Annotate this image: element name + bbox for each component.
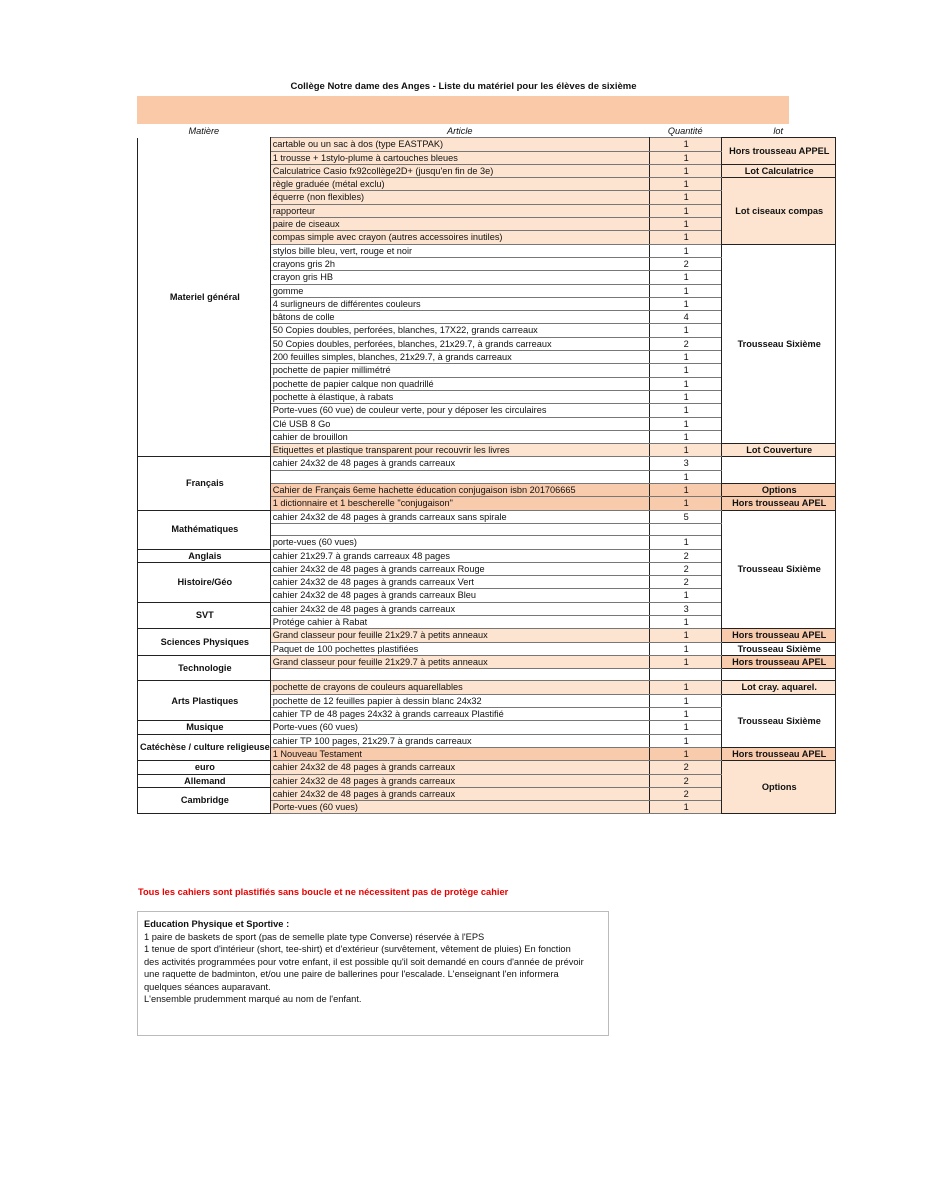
article-cell: pochette de papier millimétré bbox=[270, 364, 649, 377]
lot-cell: Options bbox=[721, 484, 835, 497]
quantity-cell: 2 bbox=[649, 562, 721, 575]
quantity-cell: 1 bbox=[649, 734, 721, 747]
lot-cell bbox=[721, 669, 835, 681]
article-cell bbox=[270, 669, 649, 681]
subject-cell: Allemand bbox=[138, 774, 271, 787]
article-cell: Etiquettes et plastique transparent pour recouvrir les livres bbox=[270, 444, 649, 457]
lot-cell: Hors trousseau APEL bbox=[721, 747, 835, 760]
article-cell: Calculatrice Casio fx92collège2D+ (jusqu'en fin de 3e) bbox=[270, 164, 649, 177]
article-cell: Grand classeur pour feuille 21x29.7 à petits anneaux bbox=[270, 655, 649, 668]
table-row bbox=[138, 681, 836, 694]
lot-cell bbox=[721, 457, 835, 484]
article-cell: cahier TP 100 pages, 21x29.7 à grands carreaux bbox=[270, 734, 649, 747]
subject-cell: Mathématiques bbox=[138, 510, 271, 549]
quantity-cell: 1 bbox=[649, 244, 721, 257]
header-banner bbox=[137, 96, 789, 124]
article-cell: cahier 24x32 de 48 pages à grands carreaux bbox=[270, 457, 649, 470]
subject-cell: Français bbox=[138, 457, 271, 510]
quantity-cell: 1 bbox=[649, 444, 721, 457]
quantity-cell: 2 bbox=[649, 576, 721, 589]
quantity-cell: 1 bbox=[649, 351, 721, 364]
article-cell: équerre (non flexibles) bbox=[270, 191, 649, 204]
quantity-cell bbox=[649, 669, 721, 681]
quantity-cell: 1 bbox=[649, 390, 721, 403]
quantity-cell: 1 bbox=[649, 681, 721, 694]
article-cell: Porte-vues (60 vue) de couleur verte, pour y déposer les circulaires bbox=[270, 404, 649, 417]
subject-cell: Materiel général bbox=[138, 138, 271, 457]
eps-title: Education Physique et Sportive : bbox=[144, 919, 290, 929]
subject-cell: Sciences Physiques bbox=[138, 629, 271, 656]
quantity-cell: 1 bbox=[649, 297, 721, 310]
quantity-cell: 3 bbox=[649, 457, 721, 470]
article-cell: cahier TP de 48 pages 24x32 à grands carreaux Plastifié bbox=[270, 708, 649, 721]
lot-cell: Lot Couverture bbox=[721, 444, 835, 457]
article-cell bbox=[270, 470, 649, 483]
subject-cell: euro bbox=[138, 761, 271, 774]
article-cell: compas simple avec crayon (autres accessoires inutiles) bbox=[270, 231, 649, 244]
quantity-cell: 1 bbox=[649, 324, 721, 337]
quantity-cell: 5 bbox=[649, 510, 721, 523]
page-title: Collège Notre dame des Anges - Liste du matériel pour les élèves de sixième bbox=[290, 81, 637, 92]
article-cell: stylos bille bleu, vert, rouge et noir bbox=[270, 244, 649, 257]
article-cell: pochette de 12 feuilles papier à dessin blanc 24x32 bbox=[270, 694, 649, 707]
quantity-cell: 2 bbox=[649, 257, 721, 270]
article-cell bbox=[270, 523, 649, 535]
quantity-cell: 3 bbox=[649, 602, 721, 615]
subject-cell: Musique bbox=[138, 721, 271, 734]
quantity-cell: 1 bbox=[649, 191, 721, 204]
eps-line: une raquette de badminton, et/ou une paire de ballerines pour l'escalade. L'enseignant l'en informera bbox=[144, 969, 559, 979]
quantity-cell: 1 bbox=[649, 218, 721, 231]
article-cell: 1 dictionnaire et 1 bescherelle "conjugaison" bbox=[270, 497, 649, 510]
article-cell: cahier 24x32 de 48 pages à grands carreaux bbox=[270, 602, 649, 615]
table-row bbox=[138, 629, 836, 642]
article-cell: Cahier de Français 6eme hachette éducation conjugaison isbn 201706665 bbox=[270, 484, 649, 497]
lot-cell: Trousseau Sixième bbox=[721, 642, 835, 655]
quantity-cell: 4 bbox=[649, 311, 721, 324]
article-cell: cahier 24x32 de 48 pages à grands carreaux Rouge bbox=[270, 562, 649, 575]
article-cell: Clé USB 8 Go bbox=[270, 417, 649, 430]
quantity-cell: 1 bbox=[649, 801, 721, 814]
table-row bbox=[138, 457, 836, 470]
article-cell: cahier de brouillon bbox=[270, 430, 649, 443]
quantity-cell: 1 bbox=[649, 377, 721, 390]
article-cell: pochette de crayons de couleurs aquarellables bbox=[270, 681, 649, 694]
subject-cell: Anglais bbox=[138, 549, 271, 562]
quantity-cell: 1 bbox=[649, 642, 721, 655]
subject-cell: Cambridge bbox=[138, 787, 271, 814]
lot-cell: Trousseau Sixième bbox=[721, 694, 835, 747]
quantity-cell: 2 bbox=[649, 337, 721, 350]
article-cell: 50 Copies doubles, perforées, blanches, 21x29.7, à grands carreaux bbox=[270, 337, 649, 350]
article-cell: bâtons de colle bbox=[270, 311, 649, 324]
lot-cell: Trousseau Sixième bbox=[721, 244, 835, 443]
lot-cell: Trousseau Sixième bbox=[721, 510, 835, 629]
eps-line: des activités programmées pour votre enfant, il est possible qu'il soit demandé en cours d'année de prévoir bbox=[144, 956, 584, 967]
quantity-cell: 2 bbox=[649, 787, 721, 800]
quantity-cell: 1 bbox=[649, 138, 721, 151]
article-cell: cahier 24x32 de 48 pages à grands carreaux bbox=[270, 774, 649, 787]
quantity-cell: 1 bbox=[649, 536, 721, 549]
quantity-cell: 2 bbox=[649, 761, 721, 774]
quantity-cell: 1 bbox=[649, 747, 721, 760]
quantity-cell: 2 bbox=[649, 774, 721, 787]
eps-line: 1 tenue de sport d'intérieur (short, tee-shirt) et d'extérieur (survêtement, vêtement de pluies) En fonction bbox=[144, 944, 571, 954]
header-article: Article bbox=[446, 126, 473, 136]
quantity-cell: 1 bbox=[649, 484, 721, 497]
materials-table bbox=[137, 125, 836, 814]
quantity-cell: 1 bbox=[649, 204, 721, 217]
article-cell: porte-vues (60 vues) bbox=[270, 536, 649, 549]
lot-cell: Lot cray. aquarel. bbox=[721, 681, 835, 694]
article-cell: gomme bbox=[270, 284, 649, 297]
header-lot: lot bbox=[773, 126, 784, 136]
quantity-cell: 1 bbox=[649, 417, 721, 430]
header-quantite: Quantité bbox=[667, 126, 703, 136]
lot-cell: Lot ciseaux compas bbox=[721, 178, 835, 244]
article-cell: cahier 24x32 de 48 pages à grands carreaux bbox=[270, 787, 649, 800]
quantity-cell: 1 bbox=[649, 470, 721, 483]
quantity-cell: 1 bbox=[649, 615, 721, 628]
quantity-cell: 1 bbox=[649, 721, 721, 734]
quantity-cell: 1 bbox=[649, 404, 721, 417]
article-cell: 200 feuilles simples, blanches, 21x29.7, à grands carreaux bbox=[270, 351, 649, 364]
table-row bbox=[138, 510, 836, 523]
quantity-cell: 1 bbox=[649, 178, 721, 191]
article-cell: cahier 24x32 de 48 pages à grands carreaux sans spirale bbox=[270, 510, 649, 523]
subject-cell: Technologie bbox=[138, 655, 271, 681]
quantity-cell: 1 bbox=[649, 655, 721, 668]
quantity-cell: 1 bbox=[649, 164, 721, 177]
quantity-cell: 2 bbox=[649, 549, 721, 562]
subject-cell: Histoire/Géo bbox=[138, 562, 271, 602]
plastified-note: Tous les cahiers sont plastifiés sans boucle et ne nécessitent pas de protège cahier bbox=[138, 887, 509, 897]
subject-cell: Arts Plastiques bbox=[138, 681, 271, 721]
article-cell: cahier 21x29.7 à grands carreaux 48 pages bbox=[270, 549, 649, 562]
article-cell: 50 Copies doubles, perforées, blanches, 17X22, grands carreaux bbox=[270, 324, 649, 337]
quantity-cell: 1 bbox=[649, 231, 721, 244]
lot-cell: Hors trousseau APEL bbox=[721, 629, 835, 642]
article-cell: règle graduée (métal exclu) bbox=[270, 178, 649, 191]
quantity-cell bbox=[649, 523, 721, 535]
subject-cell: Catéchèse / culture religieuse bbox=[138, 734, 271, 761]
article-cell: 4 surligneurs de différentes couleurs bbox=[270, 297, 649, 310]
article-cell: pochette de papier calque non quadrillé bbox=[270, 377, 649, 390]
article-cell: rapporteur bbox=[270, 204, 649, 217]
header-matiere: Matière bbox=[188, 126, 220, 137]
article-cell: Porte-vues (60 vues) bbox=[270, 721, 649, 734]
lot-cell: Options bbox=[721, 761, 835, 814]
table-row bbox=[138, 761, 836, 774]
quantity-cell: 1 bbox=[649, 271, 721, 284]
quantity-cell: 1 bbox=[649, 364, 721, 377]
article-cell: paire de ciseaux bbox=[270, 218, 649, 231]
article-cell: Grand classeur pour feuille 21x29.7 à petits anneaux bbox=[270, 629, 649, 642]
table-body bbox=[138, 138, 836, 814]
eps-line: quelques séances auparavant. bbox=[144, 981, 271, 992]
lot-cell: Lot Calculatrice bbox=[721, 164, 835, 177]
article-cell: crayon gris HB bbox=[270, 271, 649, 284]
table-row bbox=[138, 655, 836, 668]
eps-line: 1 paire de baskets de sport (pas de semelle plate type Converse) réservée à l'EPS bbox=[144, 931, 485, 942]
quantity-cell: 1 bbox=[649, 694, 721, 707]
table-row bbox=[138, 138, 836, 151]
quantity-cell: 1 bbox=[649, 589, 721, 602]
article-cell: cahier 24x32 de 48 pages à grands carreaux bbox=[270, 761, 649, 774]
article-cell: Protége cahier à Rabat bbox=[270, 615, 649, 628]
eps-line: L'ensemble prudemment marqué au nom de l'enfant. bbox=[144, 994, 362, 1004]
eps-box bbox=[137, 911, 609, 1036]
quantity-cell: 1 bbox=[649, 497, 721, 510]
lot-cell: Hors trousseau APPEL bbox=[721, 138, 835, 165]
article-cell: 1 trousse + 1stylo-plume à cartouches bleues bbox=[270, 151, 649, 164]
article-cell: 1 Nouveau Testament bbox=[270, 747, 649, 760]
article-cell: pochette à élastique, à rabats bbox=[270, 390, 649, 403]
lot-cell: Hors trousseau APEL bbox=[721, 497, 835, 510]
table-header-row bbox=[138, 125, 836, 138]
article-cell: cahier 24x32 de 48 pages à grands carreaux Vert bbox=[270, 576, 649, 589]
quantity-cell: 1 bbox=[649, 430, 721, 443]
article-cell: cartable ou un sac à dos (type EASTPAK) bbox=[270, 138, 649, 151]
quantity-cell: 1 bbox=[649, 284, 721, 297]
article-cell: Paquet de 100 pochettes plastifiées bbox=[270, 642, 649, 655]
article-cell: Porte-vues (60 vues) bbox=[270, 801, 649, 814]
article-cell: crayons gris 2h bbox=[270, 257, 649, 270]
quantity-cell: 1 bbox=[649, 629, 721, 642]
lot-cell: Hors trousseau APEL bbox=[721, 655, 835, 668]
subject-cell: SVT bbox=[138, 602, 271, 629]
quantity-cell: 1 bbox=[649, 151, 721, 164]
quantity-cell: 1 bbox=[649, 708, 721, 721]
article-cell: cahier 24x32 de 48 pages à grands carreaux Bleu bbox=[270, 589, 649, 602]
